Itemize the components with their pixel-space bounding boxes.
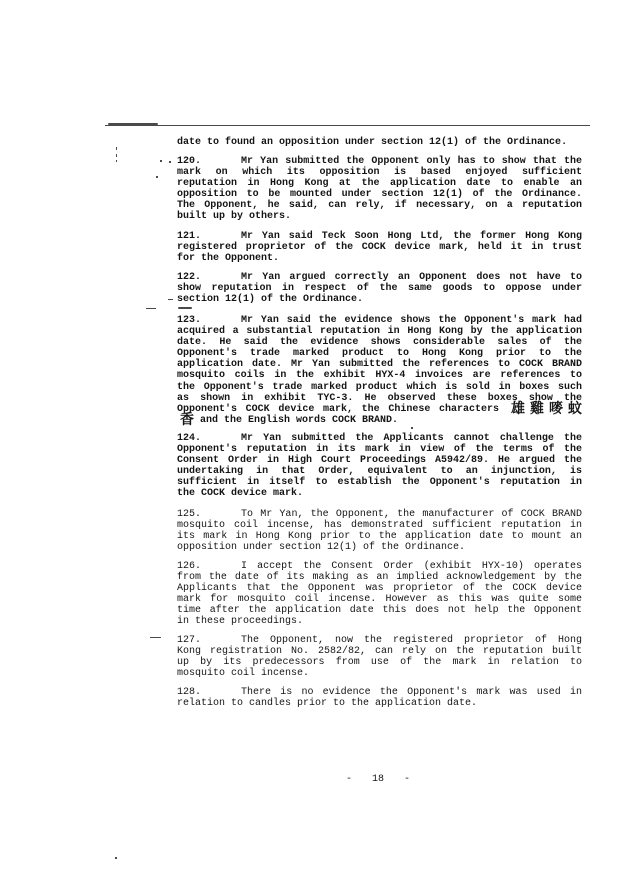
text-speck (411, 427, 413, 429)
margin-squiggle (178, 307, 192, 309)
text-line: Applicants that the Opponent was proprietor of the COCK device (177, 582, 582, 594)
paragraph-128 (177, 687, 582, 709)
text-line: up by its predecessors from use of the mark in relation to (177, 656, 582, 668)
text-line: mosquito coils in the exhibit HYX-4 invoices are references to (177, 370, 582, 382)
paragraph-121 (177, 231, 582, 265)
paragraph-124 (177, 433, 582, 500)
paragraph-number: 121. (177, 230, 202, 242)
paragraph-number: 125. (177, 508, 202, 520)
paragraph-number: 123. (177, 314, 202, 326)
paragraph-number: 127. (177, 634, 202, 646)
text-line: section 12(1) of the Ordinance. (177, 293, 364, 305)
paragraph-first-line (177, 433, 582, 444)
text-line: built up by others. (177, 211, 292, 223)
text-line: acquired a substantial reputation in Hong Kong by the application (177, 325, 582, 337)
paragraph-123 (177, 314, 587, 429)
header-rule-smudge (108, 123, 158, 125)
paragraph-first-line (177, 561, 582, 572)
text-line: Opponent's reputation in its mark in view of the terms of the (177, 443, 582, 455)
text-line: for the Opponent. (177, 252, 280, 264)
text-line: its mark in Hong Kong prior to the application date to mount an (177, 530, 582, 542)
paragraph-number: 120. (177, 155, 202, 167)
text-line: mark for mosquito coil incense. However as this was quite some (177, 594, 582, 606)
text-line: undertaking in that Order, equivalent to an injunction, is (177, 466, 582, 478)
text-line: and the English words COCK BRAND. (200, 415, 399, 427)
text-line: Mr Yan submitted the Opponent only has to show that the (241, 155, 582, 167)
text-line: Kong registration No. 2582/82, can rely on the reputation built (177, 645, 582, 657)
text-line: registered proprietor of the COCK device mark, held it in trust (177, 241, 582, 253)
paragraph-first-line (177, 687, 582, 698)
margin-dash (150, 637, 161, 638)
text-line: the COCK device mark. (177, 488, 304, 500)
paragraph-first-line (177, 315, 582, 326)
paragraph-120 (177, 156, 582, 223)
paragraph-126 (177, 561, 582, 628)
text-line: I accept the Consent Order (exhibit HYX-10) operates (241, 560, 582, 572)
paragraph-number: 126. (177, 560, 202, 572)
text-line-with-chinese (177, 401, 587, 417)
paragraph-first-line (177, 509, 582, 520)
text-line: sufficient in itself to establish the Opponent's reputation in (177, 477, 582, 489)
paragraph-first-line (177, 635, 582, 646)
text-line: time after the application date this does not help the Opponent (177, 605, 582, 617)
paragraph-first-line (177, 231, 582, 242)
text-line: Opponent's COCK device mark, the Chinese characters (177, 404, 499, 415)
paragraph-125 (177, 509, 582, 554)
text-line: mosquito coil incense. (177, 668, 310, 680)
margin-speck (116, 147, 117, 150)
text-line: mark on which its opposition is based enjoyed sufficient (177, 166, 582, 178)
text-line: Opponent's trade marked product to Hong Kong prior to the (177, 348, 582, 360)
margin-speck (156, 176, 158, 178)
text-line: Mr Yan said the evidence shows the Opponent's mark had (241, 314, 582, 326)
header-rule (105, 125, 590, 126)
margin-speck (160, 160, 162, 162)
text-line: Mr Yan submitted the Applicants cannot challenge the (241, 432, 582, 444)
text-line: The Opponent, now the registered proprietor of Hong (241, 634, 582, 646)
paragraph-number: 122. (177, 271, 202, 283)
text-line: opposition under section 12(1) of the Ordinance. (177, 542, 466, 554)
text-line: show reputation in respect of the same goods to oppose under (177, 282, 582, 294)
text-line: as shown in exhibit TYC-3. He observed these boxes show the (177, 392, 582, 404)
text-line: from the date of its making as an implied acknowledgement by the (177, 571, 582, 583)
paragraph-122 (177, 272, 582, 306)
paragraph-number: 128. (177, 686, 202, 698)
text-line: Mr Yan said Teck Soon Hong Ltd, the former Hong Kong (241, 230, 582, 242)
text-line: There is no evidence the Opponent's mark was used in (241, 686, 582, 698)
text-line: opposition to be mounted under section 12(1) of the Ordinance. (177, 189, 582, 201)
paragraph-number: 124. (177, 432, 202, 444)
text-line: To Mr Yan, the Opponent, the manufacturer of COCK BRAND (241, 508, 582, 520)
continuation-text (177, 137, 582, 148)
text-line: relation to candles prior to the application date. (177, 697, 478, 709)
paragraph-first-line (177, 156, 582, 167)
text-line: date to found an opposition under section 12(1) of the Ordinance. (177, 136, 568, 148)
text-line: date. He said the evidence shows considerable sales of the (177, 336, 582, 348)
paragraph-first-line (177, 272, 582, 283)
text-line: in these proceedings. (177, 616, 304, 628)
paragraph-127 (177, 635, 582, 680)
text-line: Mr Yan argued correctly an Opponent does not have to (241, 271, 582, 283)
text-line: The Opponent, he said, can rely, if necessary, on a reputation (177, 200, 582, 212)
text-line: Consent Order in High Court Proceedings A5942/89. He argued the (177, 454, 582, 466)
margin-speck (116, 154, 117, 157)
text-line: the Opponent's trade marked product which is sold in boxes such (177, 381, 582, 393)
chinese-characters: 雄雞嘜蚊 (511, 401, 587, 417)
page-number: - 18 - (345, 774, 410, 785)
text-line: reputation in Hong Kong at the application date to enable an (177, 177, 582, 189)
chinese-character: 香 (180, 412, 194, 429)
margin-dash (168, 299, 173, 300)
text-line: mosquito coil incense, has demonstrated sufficient reputation in (177, 519, 582, 531)
margin-dash (146, 308, 156, 309)
margin-speck (115, 857, 117, 859)
text-line: application date. Mr Yan submitted the references to COCK BRAND (177, 359, 582, 371)
margin-speck (116, 160, 117, 162)
margin-speck (169, 161, 171, 163)
